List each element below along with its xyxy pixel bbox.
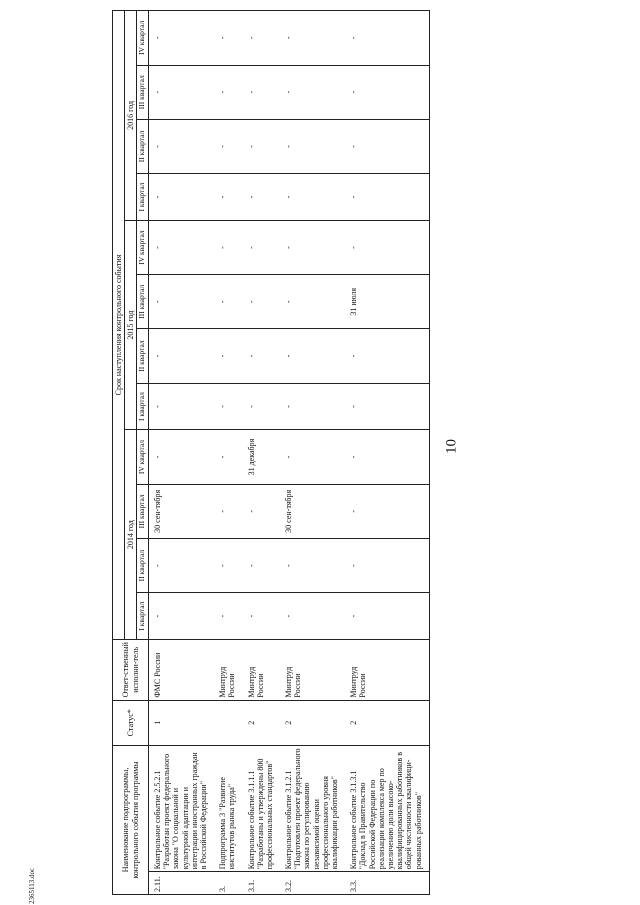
quarter-cell: - (214, 119, 242, 173)
header-quarter: III квартал (137, 275, 149, 329)
quarter-cell: 30 сен-тября (280, 484, 345, 538)
quarter-cell: - (243, 329, 281, 383)
quarter-cell: 30 сен-тября (149, 484, 215, 538)
rotated-table-container (112, 10, 632, 895)
header-quarter: II квартал (137, 329, 149, 383)
quarter-cell: - (214, 11, 242, 66)
row-responsible: ФМС России (149, 639, 215, 700)
quarter-cell: - (149, 220, 215, 274)
row-number: 2.11. (149, 872, 215, 895)
quarter-cell: - (280, 430, 345, 484)
row-name: Подпрограмма 3 "Развитие институтов рынка труда" (214, 746, 242, 872)
control-events-table (112, 10, 430, 895)
quarter-cell: - (149, 329, 215, 383)
table-row (149, 11, 215, 895)
quarter-cell: - (149, 65, 215, 119)
row-name: Контрольное событие 3.1.2.1 "Подготовлен проект федерального закона по регулированию независимой оценки профессионального уровня квалификации работников" (280, 746, 345, 872)
header-year-2015: 2015 год (125, 220, 137, 430)
quarter-cell: - (243, 174, 281, 221)
quarter-cell: - (214, 538, 242, 592)
table-row (243, 11, 281, 895)
quarter-cell: - (345, 484, 429, 538)
row-status: 1 (149, 700, 215, 745)
row-status: 2 (280, 700, 345, 745)
quarter-cell: - (149, 538, 215, 592)
quarter-cell: - (345, 593, 429, 640)
table-row (345, 11, 429, 895)
table-row (280, 11, 345, 895)
quarter-cell: - (243, 383, 281, 430)
quarter-cell: - (280, 329, 345, 383)
header-year-2014: 2014 год (125, 430, 137, 640)
quarter-cell: - (214, 430, 242, 484)
quarter-cell: - (345, 329, 429, 383)
quarter-cell: - (214, 383, 242, 430)
row-name: Контрольное событие 3.1.1.1 "Разработаны и утверждены 800 профессиональных стандартов" (243, 746, 281, 872)
quarter-cell: - (345, 11, 429, 66)
quarter-cell: - (345, 119, 429, 173)
quarter-cell: - (345, 430, 429, 484)
table-row (214, 11, 242, 895)
quarter-cell: - (149, 275, 215, 329)
table-body (149, 11, 430, 895)
header-year-2016: 2016 год (125, 11, 137, 221)
header-deadline: Срок наступления контрольного события (113, 11, 125, 640)
row-responsible: Минтруд России (214, 639, 242, 700)
quarter-cell: - (243, 220, 281, 274)
quarter-cell: - (280, 538, 345, 592)
header-quarter: I квартал (137, 174, 149, 221)
quarter-cell: - (280, 119, 345, 173)
row-status (214, 700, 242, 745)
quarter-cell: - (149, 119, 215, 173)
quarter-cell: - (345, 220, 429, 274)
quarter-cell: - (214, 275, 242, 329)
quarter-cell: - (345, 65, 429, 119)
quarter-cell: - (345, 538, 429, 592)
row-responsible: Минтруд России (345, 639, 429, 700)
quarter-cell: - (214, 484, 242, 538)
quarter-cell: - (243, 65, 281, 119)
quarter-cell: - (243, 538, 281, 592)
quarter-cell: - (345, 174, 429, 221)
quarter-cell: - (280, 220, 345, 274)
quarter-cell: - (280, 174, 345, 221)
quarter-cell: - (214, 174, 242, 221)
row-status: 2 (243, 700, 281, 745)
quarter-cell: 31 июля (345, 275, 429, 329)
header-quarter: III квартал (137, 484, 149, 538)
header-quarter: I квартал (137, 593, 149, 640)
row-name: Контрольное событие 3.1.3.1 "Доклад в Правительство Российской Федерации по реализации комплекса мер по увеличению доли высоко-квалифицированных работников в общей численности квалифици-рованных работников" (345, 746, 429, 872)
file-reference: 2365113.doc (28, 867, 36, 904)
quarter-cell: - (214, 220, 242, 274)
quarter-cell: - (243, 484, 281, 538)
quarter-cell: - (214, 329, 242, 383)
quarter-cell: - (280, 65, 345, 119)
row-responsible: Минтруд России (280, 639, 345, 700)
quarter-cell: - (280, 275, 345, 329)
quarter-cell: - (214, 593, 242, 640)
quarter-cell: - (280, 383, 345, 430)
quarter-cell: - (280, 593, 345, 640)
quarter-cell: - (345, 383, 429, 430)
quarter-cell: - (149, 430, 215, 484)
quarter-cell: - (243, 11, 281, 66)
row-number: 3.2. (280, 872, 345, 895)
header-status: Статус* (113, 700, 149, 745)
header-quarter: II квартал (137, 119, 149, 173)
quarter-cell: 31 декабря (243, 430, 281, 484)
header-name: Наименование подпрограммы, контрольного события программы (113, 746, 149, 895)
header-quarter: III квартал (137, 65, 149, 119)
quarter-cell: - (214, 65, 242, 119)
quarter-cell: - (280, 11, 345, 66)
row-status: 2 (345, 700, 429, 745)
header-responsible: Ответ-ственный исполни-тель (113, 639, 149, 700)
quarter-cell: - (149, 593, 215, 640)
quarter-cell: - (149, 11, 215, 66)
row-number: 3.3. (345, 872, 429, 895)
quarter-cell: - (243, 275, 281, 329)
header-quarter: II квартал (137, 538, 149, 592)
header-quarter: I квартал (137, 383, 149, 430)
row-number: 3.1. (243, 872, 281, 895)
header-quarter: IV квартал (137, 11, 149, 66)
header-quarter: IV квартал (137, 430, 149, 484)
quarter-cell: - (149, 174, 215, 221)
header-quarter: IV квартал (137, 220, 149, 274)
quarter-cell: - (243, 593, 281, 640)
quarter-cell: - (243, 119, 281, 173)
row-name: Контрольное событие 2.5.2.1 "Разработан проект федерального закона "О социальной и культурной адаптации и интеграции иностранных граждан в Российской Федерации" (149, 746, 215, 872)
row-responsible: Минтруд России (243, 639, 281, 700)
quarter-cell: - (149, 383, 215, 430)
row-number: 3. (214, 872, 242, 895)
page-number: 10 (443, 439, 460, 454)
